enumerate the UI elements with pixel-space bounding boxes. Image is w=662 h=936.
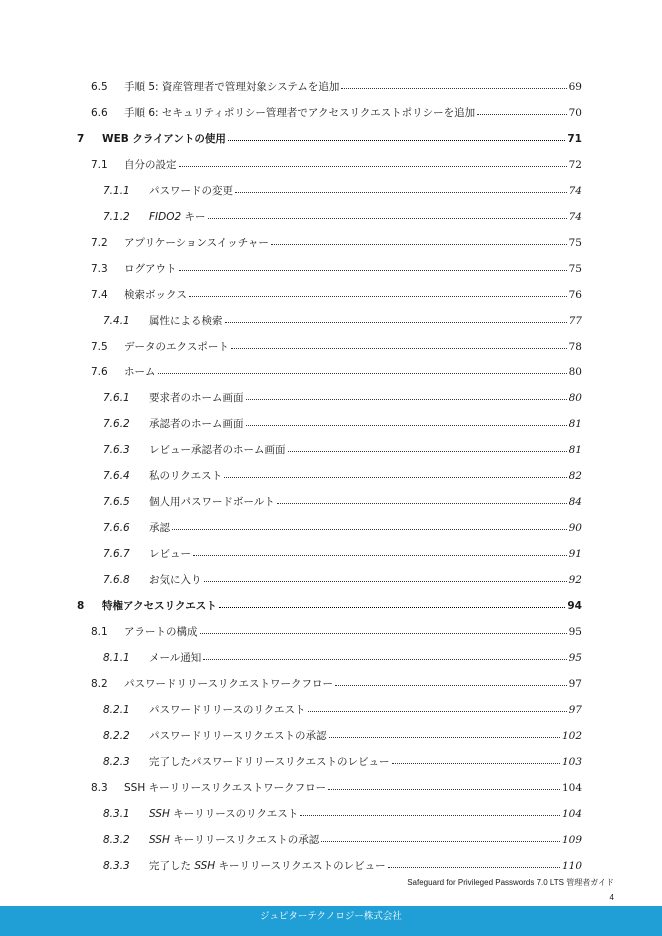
toc-entry[interactable]	[0, 105, 662, 121]
toc-entry-page: 78	[568, 341, 582, 353]
toc-entry-number: 7.5	[91, 341, 108, 353]
toc-entry-title	[124, 105, 475, 121]
toc-entry[interactable]	[0, 157, 662, 173]
toc-entry-title	[124, 79, 339, 95]
toc-entry-number: 8.2.2	[103, 730, 130, 742]
toc-entry-number: 8.1	[91, 626, 108, 638]
toc-entry-title	[149, 183, 233, 199]
toc-leader-dots	[224, 477, 567, 478]
toc-entry-page: 84	[568, 496, 582, 508]
toc-entry-number: 6.5	[91, 81, 108, 93]
toc-entry[interactable]	[0, 468, 662, 484]
toc-entry-page: 94	[567, 600, 582, 612]
toc-leader-dots	[308, 711, 567, 712]
toc-entry-number: 7.4.1	[103, 315, 130, 327]
toc-entry[interactable]	[0, 364, 662, 380]
toc-entry-number: 7.6.7	[103, 548, 130, 560]
toc-entry-title	[149, 858, 386, 874]
toc-entry[interactable]	[0, 754, 662, 770]
toc-entry[interactable]	[0, 209, 662, 225]
toc-entry-title-text: 手順 6: セキュリティポリシー管理者でアクセスリクエストポリシーを追加	[124, 107, 476, 119]
toc-entry-title	[124, 364, 156, 380]
toc-entry-title	[124, 676, 333, 692]
toc-entry-title	[149, 546, 191, 562]
toc-entry-title-text: ホーム	[124, 366, 156, 378]
toc-entry-title	[149, 416, 244, 432]
toc-entry-title	[149, 442, 286, 458]
toc-entry-title-text: メール通知	[149, 652, 202, 664]
toc-leader-dots	[300, 815, 560, 816]
toc-entry-title-text: レビュー承認者のホーム画面	[149, 444, 286, 456]
toc-entry-page: 75	[568, 263, 582, 275]
toc-leader-dots	[341, 88, 566, 89]
toc-entry-page: 74	[568, 185, 582, 197]
toc-leader-dots	[200, 633, 567, 634]
toc-entry[interactable]	[0, 572, 662, 588]
toc-entry-page: 95	[568, 626, 582, 638]
toc-entry-title	[124, 624, 198, 640]
toc-entry[interactable]	[0, 624, 662, 640]
toc-entry-page: 80	[568, 392, 582, 404]
toc-entry-title-text: SSH キーリリースリクエストワークフロー	[124, 782, 327, 794]
toc-entry[interactable]	[0, 858, 662, 874]
toc-entry-number: 8.3.2	[103, 834, 130, 846]
toc-entry-title-text: アラートの構成	[124, 626, 198, 638]
toc-entry[interactable]	[0, 780, 662, 796]
toc-entry-title-text: 個人用パスワードボールト	[149, 496, 275, 508]
toc-entry-title	[149, 313, 223, 329]
toc-entry-page: 109	[561, 834, 582, 846]
toc-entry-title	[102, 598, 217, 614]
toc-entry[interactable]	[0, 806, 662, 822]
toc-entry-title	[149, 650, 201, 666]
toc-entry-title	[149, 209, 206, 225]
toc-leader-dots	[172, 529, 567, 530]
toc-leader-dots	[208, 218, 567, 219]
toc-entry[interactable]	[0, 546, 662, 562]
toc-entry-page: 81	[568, 418, 582, 430]
toc-leader-dots	[277, 503, 567, 504]
toc-entry-title	[124, 261, 177, 277]
toc-entry-page: 81	[568, 444, 582, 456]
toc-leader-dots	[335, 685, 567, 686]
toc-entry-title-text: 自分の設定	[124, 159, 177, 171]
toc-entry-page: 70	[568, 107, 582, 119]
toc-entry-title	[124, 157, 177, 173]
toc-entry-number: 7.4	[91, 289, 108, 301]
toc-leader-dots	[321, 841, 560, 842]
toc-entry[interactable]	[0, 650, 662, 666]
toc-entry-title	[149, 806, 298, 822]
toc-entry-title-italic: SSH	[149, 834, 170, 846]
toc-entry-number: 7	[77, 133, 85, 145]
toc-entry-page: 72	[568, 159, 582, 171]
toc-entry-number: 7.2	[91, 237, 108, 249]
toc-entry[interactable]	[0, 676, 662, 692]
toc-entry-title-text: キーリリースリクエストのレビュー	[215, 860, 386, 872]
toc-entry[interactable]	[0, 832, 662, 848]
toc-entry-page: 95	[568, 652, 582, 664]
toc-entry-title	[149, 572, 202, 588]
toc-entry-number: 7.6.5	[103, 496, 130, 508]
toc-entry-title-prefix: 完了した	[149, 860, 195, 872]
toc-entry-number: 8.2.1	[103, 704, 130, 716]
toc-entry[interactable]	[0, 520, 662, 536]
toc-entry-title	[149, 754, 390, 770]
toc-entry-number: 8.3.1	[103, 808, 130, 820]
toc-entry-number: 7.6.4	[103, 470, 130, 482]
toc-leader-dots	[246, 425, 567, 426]
toc-entry-title	[149, 702, 306, 718]
toc-entry-number: 8.2	[91, 678, 108, 690]
toc-entry-title-text: ログアウト	[124, 263, 177, 275]
toc-leader-dots	[179, 270, 567, 271]
toc-entry-title-italic: FIDO2	[149, 211, 182, 223]
toc-entry-title-text: 完了したパスワードリリースリクエストのレビュー	[149, 756, 390, 768]
toc-entry-title-text: パスワードの変更	[149, 185, 233, 197]
toc-leader-dots	[228, 140, 566, 141]
toc-entry-number: 8	[77, 600, 85, 612]
toc-leader-dots	[288, 451, 567, 452]
toc-entry-page: 71	[567, 133, 582, 145]
toc-leader-dots	[179, 166, 567, 167]
toc-leader-dots	[204, 581, 567, 582]
toc-leader-dots	[158, 373, 567, 374]
toc-entry-number: 7.6	[91, 366, 108, 378]
toc-entry-title-text: キーリリースリクエストの承認	[169, 834, 320, 846]
toc-entry[interactable]	[0, 494, 662, 510]
toc-entry-title	[149, 390, 244, 406]
toc-entry[interactable]	[0, 702, 662, 718]
footer-page-number: 4	[609, 893, 614, 902]
company-name: ジュピターテクノロジー株式会社	[260, 911, 402, 922]
toc-entry-page: 69	[568, 81, 582, 93]
toc-entry-page: 80	[568, 366, 582, 378]
toc-entry-number: 7.1.1	[103, 185, 130, 197]
toc-entry[interactable]	[0, 339, 662, 355]
toc-entry-title	[124, 235, 269, 251]
toc-entry-title	[149, 520, 170, 536]
toc-entry-number: 8.3	[91, 782, 108, 794]
toc-entry-title-text: 属性による検索	[149, 315, 223, 327]
toc-entry-title-text: パスワードリリースリクエストの承認	[149, 730, 327, 742]
toc-entry[interactable]	[0, 728, 662, 744]
toc-entry-number: 7.6.6	[103, 522, 130, 534]
toc-entry-page: 82	[568, 470, 582, 482]
toc-entry[interactable]	[0, 261, 662, 277]
toc-entry-page: 104	[561, 808, 582, 820]
toc-entry-title	[102, 131, 226, 147]
toc-leader-dots	[328, 789, 560, 790]
toc-entry-title-text: WEB クライアントの使用	[102, 133, 226, 145]
toc-entry-title-text: 手順 5: 資産管理者で管理対象システムを追加	[124, 81, 340, 93]
toc-entry-number: 6.6	[91, 107, 108, 119]
toc-entry-title-italic: SSH	[149, 808, 170, 820]
toc-entry-title-text: パスワードリリースのリクエスト	[149, 704, 306, 716]
toc-leader-dots	[329, 737, 560, 738]
toc-entry-page: 97	[568, 704, 582, 716]
toc-leader-dots	[235, 192, 567, 193]
toc-leader-dots	[477, 114, 567, 115]
toc-leader-dots	[231, 348, 567, 349]
toc-entry-number: 7.6.3	[103, 444, 130, 456]
toc-leader-dots	[392, 763, 560, 764]
toc-entry-title-text: データのエクスポート	[124, 341, 229, 353]
toc-entry[interactable]	[0, 313, 662, 329]
toc-entry-title	[149, 494, 275, 510]
toc-entry-number: 7.1	[91, 159, 108, 171]
toc-entry[interactable]	[0, 131, 662, 147]
toc-entry-page: 97	[568, 678, 582, 690]
toc-entry-title-text: レビュー	[149, 548, 191, 560]
toc-leader-dots	[219, 607, 566, 608]
toc-entry-number: 8.3.3	[103, 860, 130, 872]
toc-entry-number: 7.3	[91, 263, 108, 275]
toc-entry-number: 8.1.1	[103, 652, 130, 664]
toc-entry-title	[124, 339, 229, 355]
toc-entry-title-text: お気に入り	[149, 574, 202, 586]
toc-entry-page: 77	[568, 315, 582, 327]
toc-entry-page: 104	[561, 782, 582, 794]
toc-entry-title-italic: SSH	[194, 860, 216, 872]
company-banner	[0, 906, 662, 936]
toc-entry-title-text: 承認者のホーム画面	[149, 418, 244, 430]
toc-entry-number: 7.6.2	[103, 418, 130, 430]
toc-entry-page: 76	[568, 289, 582, 301]
toc-leader-dots	[193, 555, 567, 556]
toc-entry[interactable]	[0, 287, 662, 303]
toc-entry-number: 7.6.8	[103, 574, 130, 586]
toc-leader-dots	[271, 244, 567, 245]
toc-leader-dots	[388, 867, 560, 868]
toc-entry[interactable]	[0, 235, 662, 251]
toc-entry-title-text: キー	[181, 211, 206, 223]
toc-entry-page: 75	[568, 237, 582, 249]
toc-entry-page: 110	[561, 860, 582, 872]
toc-entry[interactable]	[0, 390, 662, 406]
toc-leader-dots	[225, 322, 567, 323]
toc-entry-page: 74	[568, 211, 582, 223]
footer-document-title: Safeguard for Privileged Passwords 7.0 LTS 管理者ガイド	[407, 878, 614, 887]
toc-leader-dots	[189, 296, 567, 297]
toc-entry[interactable]	[0, 79, 662, 95]
toc-entry[interactable]	[0, 183, 662, 199]
toc-entry[interactable]	[0, 442, 662, 458]
toc-entry-title-text: 特権アクセスリクエスト	[102, 600, 217, 612]
toc-entry-title	[149, 832, 319, 848]
toc-leader-dots	[203, 659, 566, 660]
toc-entry-title-text: 承認	[149, 522, 170, 534]
toc-entry-number: 7.1.2	[103, 211, 130, 223]
toc-entry-title-text: 私のリクエスト	[149, 470, 223, 482]
toc-entry-number: 7.6.1	[103, 392, 130, 404]
toc-entry-page: 92	[568, 574, 582, 586]
toc-entry-title-text: アプリケーションスイッチャー	[124, 237, 269, 249]
toc-entry-title-text: 要求者のホーム画面	[149, 392, 244, 404]
toc-entry-title	[124, 780, 326, 796]
toc-entry-title	[149, 468, 222, 484]
toc-leader-dots	[246, 399, 567, 400]
toc-entry-title-text: 検索ボックス	[124, 289, 187, 301]
toc-entry-title-text: キーリリースのリクエスト	[169, 808, 299, 820]
toc-entry[interactable]	[0, 598, 662, 614]
toc-entry-title	[149, 728, 327, 744]
toc-entry-page: 103	[561, 756, 582, 768]
toc-entry[interactable]	[0, 416, 662, 432]
toc-entry-title	[124, 287, 187, 303]
toc-entry-page: 102	[561, 730, 582, 742]
toc-entry-page: 90	[568, 522, 582, 534]
toc-entry-title-text: パスワードリリースリクエストワークフロー	[124, 678, 334, 690]
toc-entry-page: 91	[568, 548, 582, 560]
toc-entry-number: 8.2.3	[103, 756, 130, 768]
